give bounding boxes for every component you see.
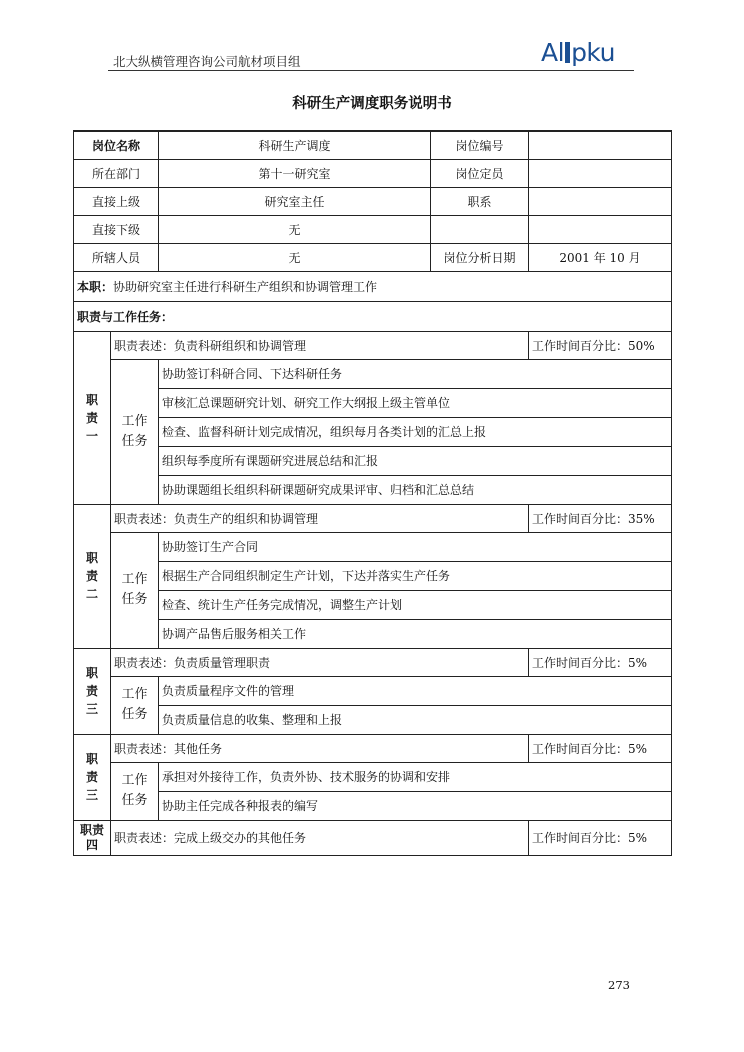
analysis-date-value: 2001 年 10 月 xyxy=(529,243,672,271)
duty-task-row xyxy=(74,791,672,820)
position-name-label: 岗位名称 xyxy=(74,131,159,159)
quota-label: 岗位定员 xyxy=(431,159,529,187)
duty-task-row xyxy=(74,619,672,648)
empty-cell xyxy=(529,215,672,243)
position-code-value xyxy=(529,131,672,159)
alpku-logo xyxy=(541,38,634,68)
duty-statement-row xyxy=(74,820,672,855)
row-department xyxy=(74,159,672,187)
duty-task-row xyxy=(74,446,672,475)
row-core-duty xyxy=(74,271,672,301)
work-task-label: 工作 任务 xyxy=(111,676,159,734)
logo-text-right: pku xyxy=(571,38,615,67)
duty-statement-row xyxy=(74,734,672,762)
row-staff xyxy=(74,243,672,271)
duty-time-percentage: 工作时间百分比：5% xyxy=(529,820,672,855)
duty-task-row xyxy=(74,475,672,504)
duty-task-row xyxy=(74,590,672,619)
duty-statement: 职责表述：负责生产的组织和协调管理 xyxy=(111,504,529,532)
duty-task: 协助签订科研合同、下达科研任务 xyxy=(159,359,672,388)
duty-statement-row xyxy=(74,504,672,532)
quota-value xyxy=(529,159,672,187)
duty-section-label: 职 责 一 xyxy=(74,331,111,504)
core-duty-text: 协助研究室主任进行科研生产组织和协调管理工作 xyxy=(113,279,378,294)
series-label: 职系 xyxy=(431,187,529,215)
duty-time-percentage: 工作时间百分比：5% xyxy=(529,648,672,676)
duty-task: 协助课题组长组织科研课题研究成果评审、归档和汇总总结 xyxy=(159,475,672,504)
job-description-table xyxy=(73,130,672,856)
work-task-label: 工作 任务 xyxy=(111,532,159,648)
duty-task: 协助主任完成各种报表的编写 xyxy=(159,791,672,820)
row-position-name xyxy=(74,131,672,159)
superior-label: 直接上级 xyxy=(74,187,159,215)
duty-task: 承担对外接待工作，负责外协、技术服务的协调和安排 xyxy=(159,762,672,791)
duty-section-label: 职 责 三 xyxy=(74,734,111,820)
duty-task-row xyxy=(74,762,672,791)
subordinate-label: 直接下级 xyxy=(74,215,159,243)
duty-task: 检查、监督科研计划完成情况，组织每月各类计划的汇总上报 xyxy=(159,417,672,446)
duty-task-row xyxy=(74,532,672,561)
duty-task-row xyxy=(74,359,672,388)
series-value xyxy=(529,187,672,215)
duty-task: 检查、统计生产任务完成情况，调整生产计划 xyxy=(159,590,672,619)
position-code-label: 岗位编号 xyxy=(431,131,529,159)
duty-task-row xyxy=(74,561,672,590)
position-name-value: 科研生产调度 xyxy=(159,131,431,159)
duty-time-percentage: 工作时间百分比：35% xyxy=(529,504,672,532)
core-duty-cell xyxy=(74,271,672,301)
duty-statement: 职责表述：负责质量管理职责 xyxy=(111,648,529,676)
duty-task: 根据生产合同组织制定生产计划，下达并落实生产任务 xyxy=(159,561,672,590)
duty-task-row xyxy=(74,705,672,734)
page-number: 273 xyxy=(608,978,630,992)
superior-value: 研究室主任 xyxy=(159,187,431,215)
duty-section-label: 职 责 二 xyxy=(74,504,111,648)
row-superior xyxy=(74,187,672,215)
duty-statement-row xyxy=(74,331,672,359)
duty-task: 负责质量程序文件的管理 xyxy=(159,676,672,705)
duty-statement: 职责表述：其他任务 xyxy=(111,734,529,762)
duty-statement-row xyxy=(74,648,672,676)
work-task-label: 工作 任务 xyxy=(111,359,159,504)
document-title: 科研生产调度职务说明书 xyxy=(292,96,452,112)
duty-time-percentage: 工作时间百分比：5% xyxy=(529,734,672,762)
duty-task-row xyxy=(74,417,672,446)
duty-task-row xyxy=(74,676,672,705)
duties-heading: 职责与工作任务： xyxy=(74,301,672,331)
duty-task: 负责质量信息的收集、整理和上报 xyxy=(159,705,672,734)
duty-time-percentage: 工作时间百分比：50% xyxy=(529,331,672,359)
subordinate-value: 无 xyxy=(159,215,431,243)
duty-task: 协助签订生产合同 xyxy=(159,532,672,561)
duty-task: 组织每季度所有课题研究进展总结和汇报 xyxy=(159,446,672,475)
empty-cell xyxy=(431,215,529,243)
header-rule xyxy=(108,70,634,71)
department-value: 第十一研究室 xyxy=(159,159,431,187)
duty-section-label: 职责 四 xyxy=(74,820,111,855)
duty-statement: 职责表述：负责科研组织和协调管理 xyxy=(111,331,529,359)
logo-bar xyxy=(565,42,570,63)
duty-task-row xyxy=(74,388,672,417)
row-subordinate xyxy=(74,215,672,243)
header-organization: 北大纵横管理咨询公司航材项目组 xyxy=(113,54,301,69)
duty-task: 协调产品售后服务相关工作 xyxy=(159,619,672,648)
staff-label: 所辖人员 xyxy=(74,243,159,271)
duty-statement: 职责表述：完成上级交办的其他任务 xyxy=(111,820,529,855)
core-duty-label: 本职： xyxy=(77,279,114,294)
duty-task: 审核汇总课题研究计划、研究工作大纲报上级主管单位 xyxy=(159,388,672,417)
logo-text-left: Al xyxy=(541,38,565,67)
analysis-date-label: 岗位分析日期 xyxy=(431,243,529,271)
duty-section-label: 职 责 三 xyxy=(74,648,111,734)
work-task-label: 工作 任务 xyxy=(111,762,159,820)
row-duties-heading xyxy=(74,301,672,331)
staff-value: 无 xyxy=(159,243,431,271)
department-label: 所在部门 xyxy=(74,159,159,187)
